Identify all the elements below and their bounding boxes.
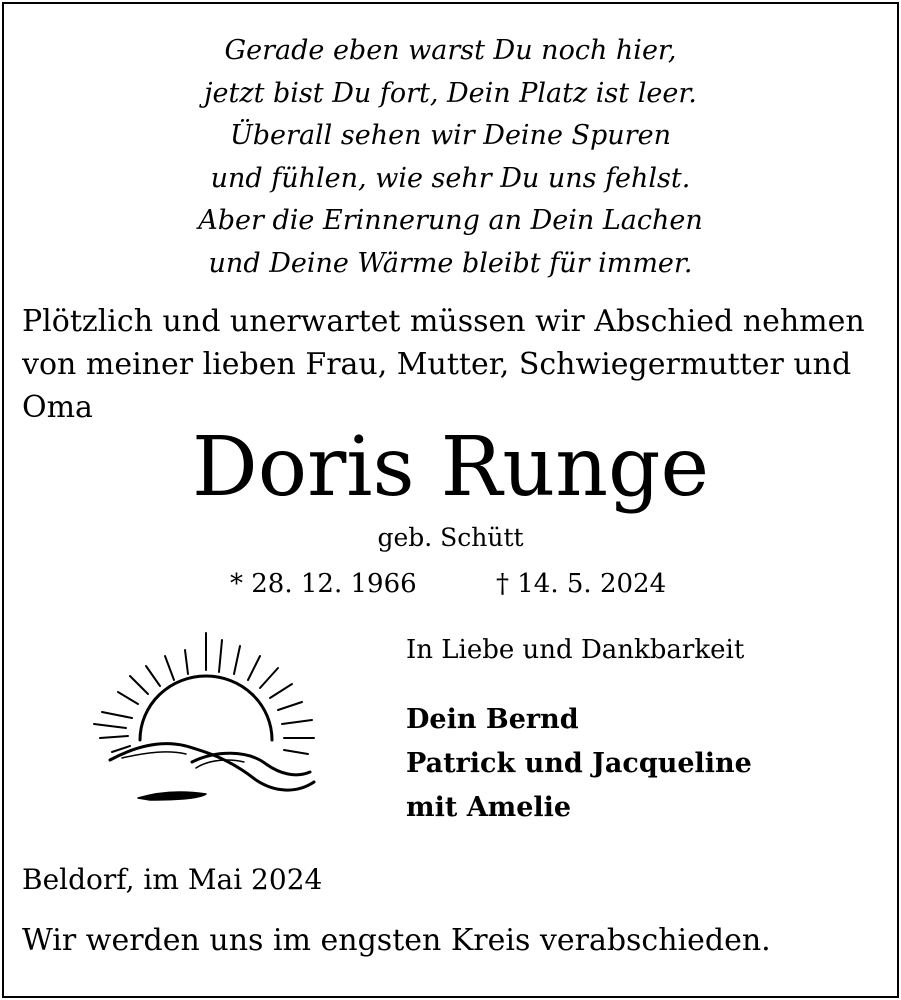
- family-signatures: [406, 698, 752, 830]
- death-date: † 14. 5. 2024: [496, 569, 667, 599]
- poem-line: Überall sehen wir Deine Spuren: [230, 120, 671, 151]
- deceased-name: Doris Runge: [191, 420, 710, 515]
- poem: [0, 30, 901, 285]
- poem-line: und fühlen, wie sehr Du uns fehlst.: [210, 162, 691, 194]
- family-member: Patrick und Jacqueline: [406, 748, 752, 779]
- thanks-line: In Liebe und Dankbarkeit: [406, 635, 745, 665]
- poem-line: und Deine Wärme bleibt für immer.: [208, 247, 693, 279]
- birth-date: * 28. 12. 1966: [230, 569, 417, 599]
- family-member: Dein Bernd: [406, 704, 579, 735]
- family-member: mit Amelie: [406, 792, 572, 823]
- poem-line: Gerade eben warst Du noch hier,: [224, 35, 677, 66]
- sun-over-hills-icon: [88, 628, 328, 808]
- intro-text: Plötzlich und unerwartet müssen wir Abschied nehmen von meiner lieben Frau, Mutter, Schwiegermutter und Oma: [22, 304, 865, 425]
- poem-line: jetzt bist Du fort, Dein Platz ist leer.: [204, 77, 697, 109]
- funeral-note: Wir werden uns im engsten Kreis verabschieden.: [22, 923, 771, 958]
- place-date: Beldorf, im Mai 2024: [22, 863, 323, 896]
- maiden-name: geb. Schütt: [377, 523, 524, 552]
- poem-line: Aber die Erinnerung an Dein Lachen: [198, 205, 703, 236]
